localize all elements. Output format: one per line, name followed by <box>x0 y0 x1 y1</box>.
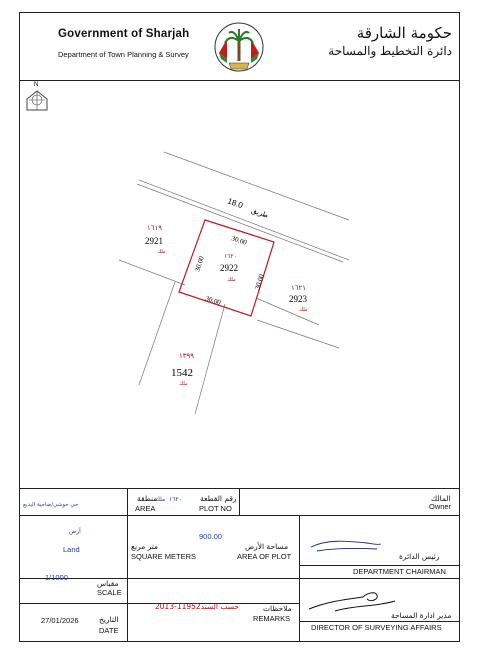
director-label-ar: مدير ادارة المساحة <box>391 611 452 620</box>
owner-label-en: Owner <box>429 502 452 511</box>
plot-2923-number: 2923 <box>289 294 307 304</box>
north-arrow-icon <box>27 91 47 110</box>
area-label-ar: منطقة <box>137 494 158 503</box>
plot-no-value: ١٦٢٠ <box>169 496 182 503</box>
plot-2923-number-ar: ١٦٢١ <box>291 284 307 292</box>
area-of-plot-en: AREA OF PLOT <box>237 552 292 561</box>
scale-label-en: SCALE <box>97 588 122 597</box>
date-label-ar: التاريخ <box>99 615 119 624</box>
north-label: N <box>34 82 39 88</box>
plot-1542-number-ar: ١٣٩٩ <box>179 352 195 360</box>
land-type-en: Land <box>63 545 80 554</box>
plot-2921-number: 2921 <box>145 236 163 246</box>
plot-no-label-ar: رقم القطعة <box>200 494 237 503</box>
square-meters-ar: متر مربع <box>131 542 159 551</box>
header-title-en: Government of Sharjah <box>58 28 190 40</box>
date-label-en: DATE <box>99 626 119 635</box>
land-type-ar: أرض <box>69 528 81 535</box>
area-label-en: AREA <box>135 504 156 513</box>
scale-value: 1/1000 <box>45 573 68 582</box>
main-plot-side-left: 30.00 <box>193 255 206 273</box>
date-value: 27/01/2026 <box>41 616 79 625</box>
director-signature-icon <box>305 587 405 617</box>
chairman-label-ar: رئيس الدائرة <box>399 552 440 561</box>
area-of-plot-value: 900.00 <box>199 532 222 541</box>
plot-no-label-en: PLOT NO <box>199 504 232 513</box>
main-plot-side-top: 30.00 <box>230 234 248 247</box>
remarks-label-ar: ملاحظات <box>263 604 292 613</box>
chairman-label-en: DEPARTMENT CHAIRMAN <box>353 567 446 576</box>
main-plot-owner: ملك <box>227 277 236 283</box>
main-plot-side-right: 30.00 <box>253 273 266 291</box>
road-label-ar: طريق <box>250 206 270 220</box>
director-label-en: DIRECTOR OF SURVEYING AFFAIRS <box>311 623 442 632</box>
scale-label-ar: مقياس <box>97 579 119 588</box>
chairman-signature-icon <box>307 533 387 557</box>
header-subtitle-en: Department of Town Planning & Survey <box>58 50 189 59</box>
header-subtitle-ar: دائرة التخطيط والمساحة <box>328 44 452 58</box>
road-width-label: 18.0 <box>226 196 245 211</box>
main-plot-number-ar: ١٦٢٠ <box>224 253 237 260</box>
plot-1542-owner: ملك <box>179 381 188 387</box>
plot-2921-owner: ملك <box>157 249 166 255</box>
main-plot-number: 2922 <box>220 263 238 273</box>
square-meters-en: SQUARE METERS <box>131 552 197 561</box>
remarks-value: حسب السند11952-2013 <box>155 602 240 611</box>
area-of-plot-ar: مساحة الأرض <box>245 542 289 551</box>
owner-label-ar: المالك <box>431 494 451 503</box>
main-plot-side-bottom: 30.00 <box>204 294 222 307</box>
remarks-label-en: REMARKS <box>253 614 291 623</box>
plot-1542-number: 1542 <box>171 367 193 379</box>
plot-2923-owner: ملك <box>299 307 308 313</box>
emblem-icon <box>213 19 265 75</box>
info-table <box>19 489 460 642</box>
plot-map <box>19 80 460 488</box>
plot-no-prefix: ملك <box>155 496 166 503</box>
header-title-ar: حكومة الشارقة <box>356 24 452 42</box>
area-value: حي حوشي/ضاحية البديع <box>23 502 79 508</box>
plot-2921-number-ar: ١٦١٩ <box>147 224 163 232</box>
